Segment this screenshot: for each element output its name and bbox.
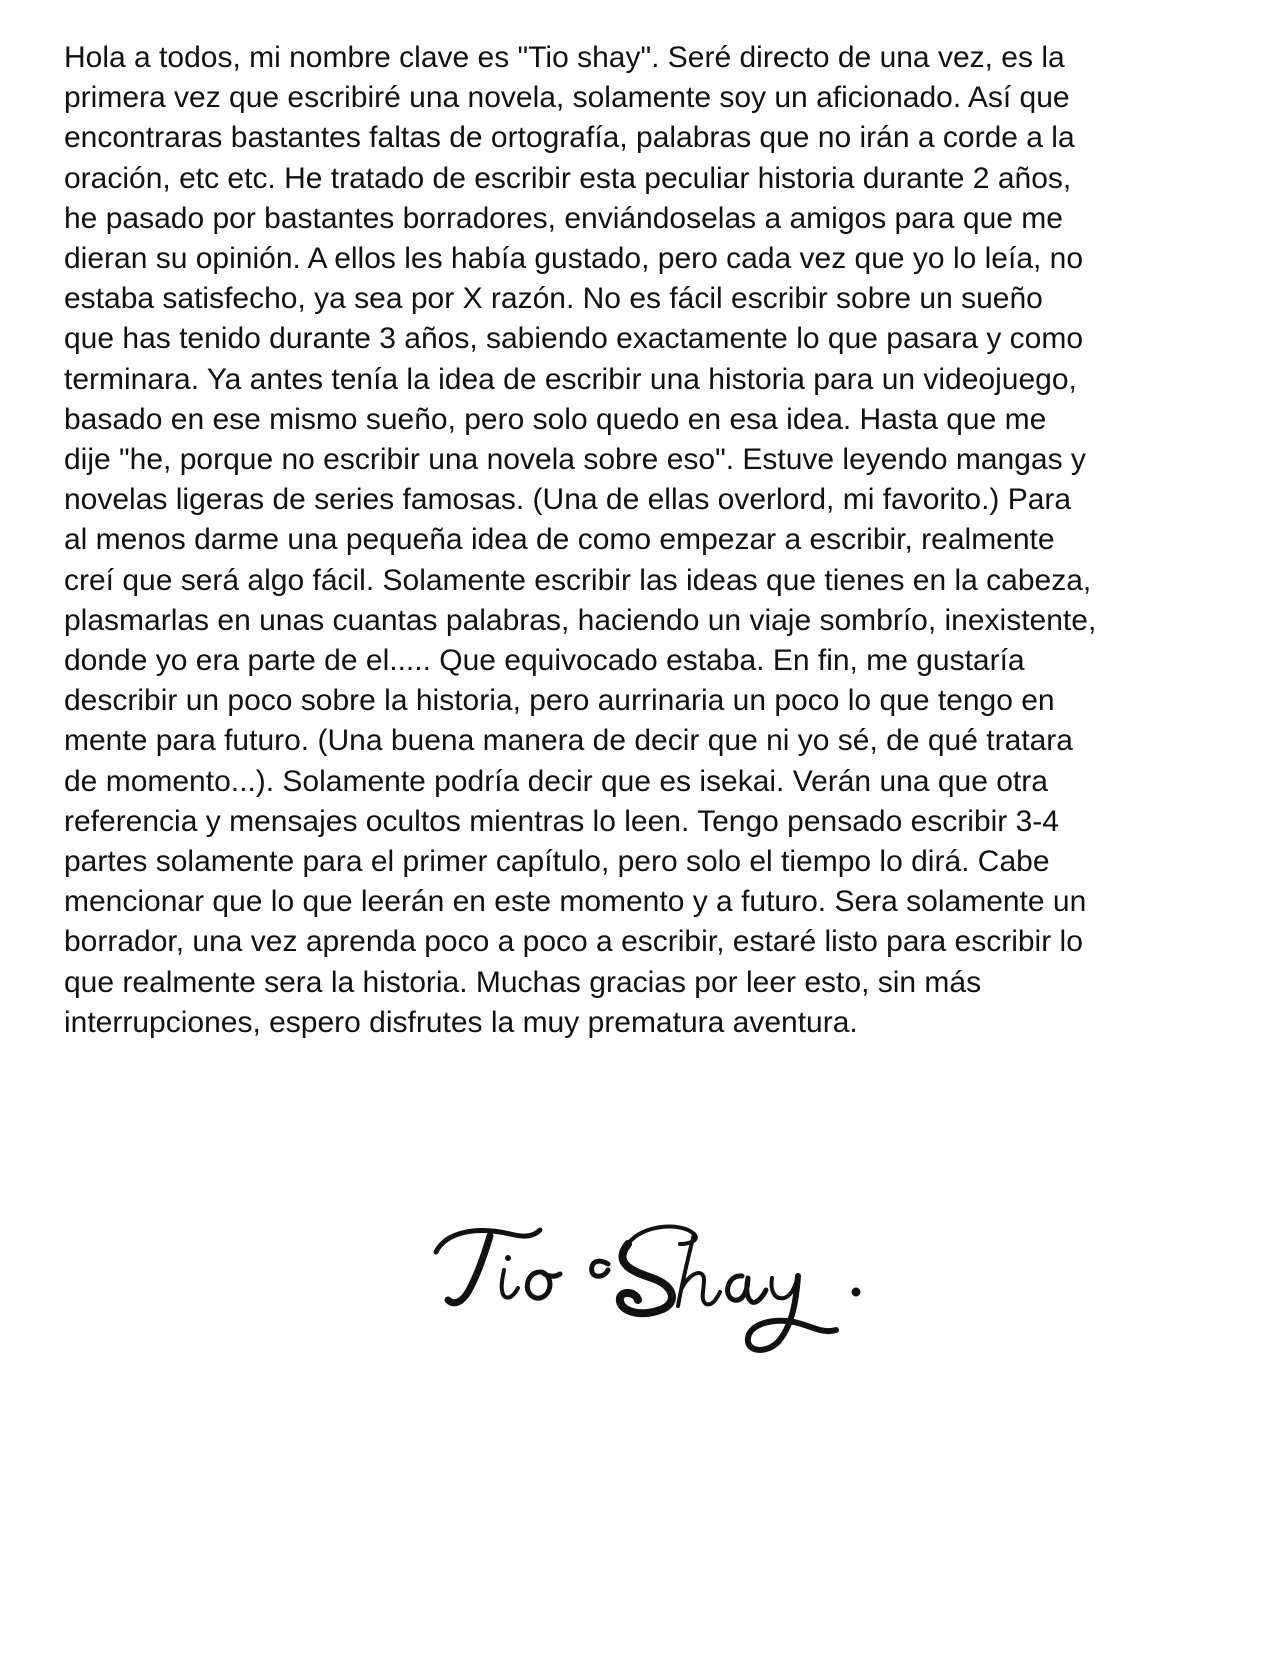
body-paragraph: Hola a todos, mi nombre clave es "Tio shay". Seré directo de una vez, es la primera vez que escribiré una novela, solamente soy un aficionado. Así que encontraras bastantes faltas de ortografía, palabras que no irán a corde a la oración, etc etc. He tratado de escribir esta peculiar historia durante 2 años, he pasado por bastantes borradores, enviándoselas a amigos para que me dieran su opinión. A ellos les había gustado, pero cada vez que yo lo leía, no estaba satisfecho, ya sea por X razón. No es fácil escribir sobre un sueño que has tenido durante 3 años, sabiendo exactamente lo que pasara y como terminara. Ya antes tenía la idea de escribir una historia para un videojuego, basado en ese mismo sueño, pero solo quedo en esa idea. Hasta que me dije "he, porque no escribir una novela sobre eso". Estuve leyendo mangas y novelas ligeras de series famosas. (Una de ellas overlord, mi favorito.) Para al menos darme una pequeña idea de como empezar a escribir, realmente creí que será algo fácil. Solamente escribir las ideas que tienes en la cabeza, plasmarlas en unas cuantas palabras, haciendo un viaje sombrío, inexistente, donde yo era parte de el..... Que equivocado estaba. En fin, me gustaría describir un poco sobre la historia, pero aurrinaria un poco lo que tengo en mente para futuro. (Una buena manera de decir que ni yo sé, de qué tratara de momento...). Solamente podría decir que es isekai. Verán una que otra referencia y mensajes ocultos mientras lo leen. Tengo pensado escribir 3-4 partes solamente para el primer capítulo, pero solo el tiempo lo dirá. Cabe mencionar que lo que leerán en este momento y a futuro. Sera solamente un borrador, una vez aprenda poco a poco a escribir, estaré listo para escribir lo que realmente sera la historia. Muchas gracias por leer esto, sin más interrupciones, espero disfrutes la muy prematura aventura. [64,41,1097,1039]
signature-graphic [432,1218,872,1358]
handwritten-signature [432,1218,872,1358]
